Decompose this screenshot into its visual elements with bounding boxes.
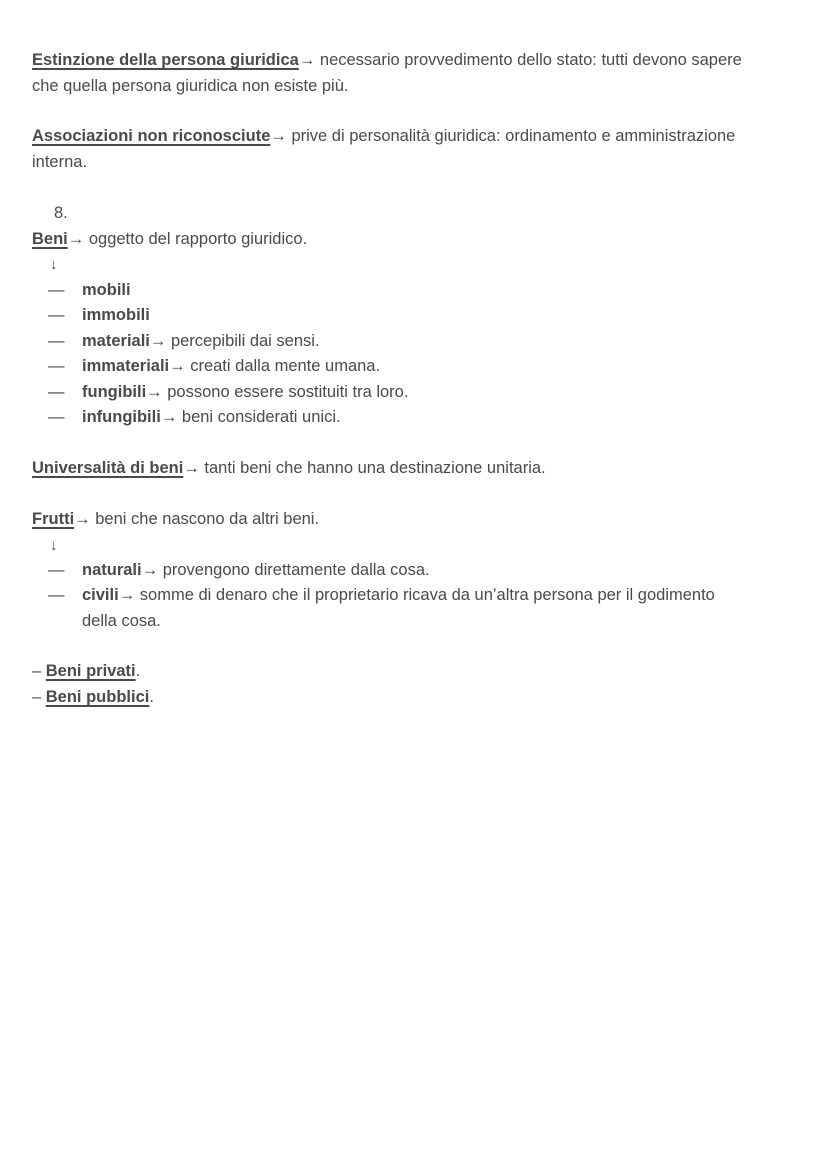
item-desc: → beni considerati unici. xyxy=(160,408,341,426)
list-item xyxy=(48,329,320,354)
definition-text: prive di personalità giuridica: ordinamento e amministrazione xyxy=(286,127,736,145)
list-item xyxy=(48,303,150,328)
estinzione-line-1 xyxy=(32,48,742,73)
item-label: immateriali xyxy=(82,357,170,375)
definition-text: beni che nascono da altri beni. xyxy=(90,510,320,528)
beni-privati-line xyxy=(32,659,140,684)
arrow-right-icon: → xyxy=(298,51,316,69)
term-estinzione: Estinzione della persona giuridica xyxy=(32,51,299,69)
list-item-continuation: della cosa. xyxy=(82,612,161,630)
beni-pubblici-line xyxy=(32,685,154,710)
period: . xyxy=(135,662,141,680)
item-desc: → somme di denaro che il proprietario ricava da un’altra persona per il godimento xyxy=(118,586,715,604)
item-desc: → possono essere sostituiti tra loro. xyxy=(146,383,409,401)
list-item xyxy=(48,380,409,405)
list-item xyxy=(48,278,131,303)
arrow-down-icon: ↓ xyxy=(50,256,58,273)
item-label: materiali xyxy=(82,332,150,350)
dash-bullet-icon: — xyxy=(48,357,65,375)
arrow-down-icon: ↓ xyxy=(50,537,58,554)
list-item xyxy=(48,354,381,379)
dash-bullet-icon: — xyxy=(48,383,65,401)
associazioni-line-2: interna. xyxy=(32,153,88,171)
dash-prefix: – xyxy=(32,688,46,706)
item-label: infungibili xyxy=(82,408,161,426)
dash-bullet-icon: — xyxy=(48,408,65,426)
item-label: fungibili xyxy=(82,383,147,401)
list-item xyxy=(48,583,715,608)
definition-text: tanti beni che hanno una destinazione unitaria. xyxy=(199,459,546,477)
dash-bullet-icon: — xyxy=(48,586,65,604)
item-label: naturali xyxy=(82,561,142,579)
period: . xyxy=(149,688,154,706)
frutti-line xyxy=(32,507,319,532)
dash-bullet-icon: — xyxy=(48,561,65,579)
item-label: civili xyxy=(82,586,119,604)
item-label: mobili xyxy=(82,281,131,299)
item-desc: → percepibili dai sensi. xyxy=(149,332,320,350)
arrow-right-icon: → xyxy=(270,127,287,145)
list-item xyxy=(48,558,430,583)
arrow-right-icon: → xyxy=(74,510,91,528)
universalita-line xyxy=(32,456,546,481)
term-universalita: Universalità di beni xyxy=(32,459,184,477)
arrow-right-icon: → xyxy=(67,230,85,248)
term-beni-privati: Beni privati xyxy=(45,662,136,680)
beni-line xyxy=(32,227,307,252)
dash-bullet-icon: — xyxy=(48,281,65,299)
estinzione-line-2: che quella persona giuridica non esiste più. xyxy=(32,77,349,95)
term-associazioni: Associazioni non riconosciute xyxy=(32,127,271,145)
dash-bullet-icon: — xyxy=(48,332,65,350)
item-desc: → creati dalla mente umana. xyxy=(169,357,381,375)
section-number: 8. xyxy=(54,204,68,222)
associazioni-line-1 xyxy=(32,124,735,149)
definition-text: necessario provvedimento dello stato: tutti devono sapere xyxy=(315,51,742,69)
term-frutti: Frutti xyxy=(32,510,75,528)
term-beni: Beni xyxy=(32,230,68,248)
definition-text: oggetto del rapporto giuridico. xyxy=(84,230,308,248)
item-desc: → provengono direttamente dalla cosa. xyxy=(141,561,430,579)
dash-prefix: – xyxy=(32,662,46,680)
list-item xyxy=(48,405,341,430)
dash-bullet-icon: — xyxy=(48,306,65,324)
term-beni-pubblici: Beni pubblici xyxy=(45,688,150,706)
item-label: immobili xyxy=(82,306,150,324)
arrow-right-icon: → xyxy=(183,459,200,477)
